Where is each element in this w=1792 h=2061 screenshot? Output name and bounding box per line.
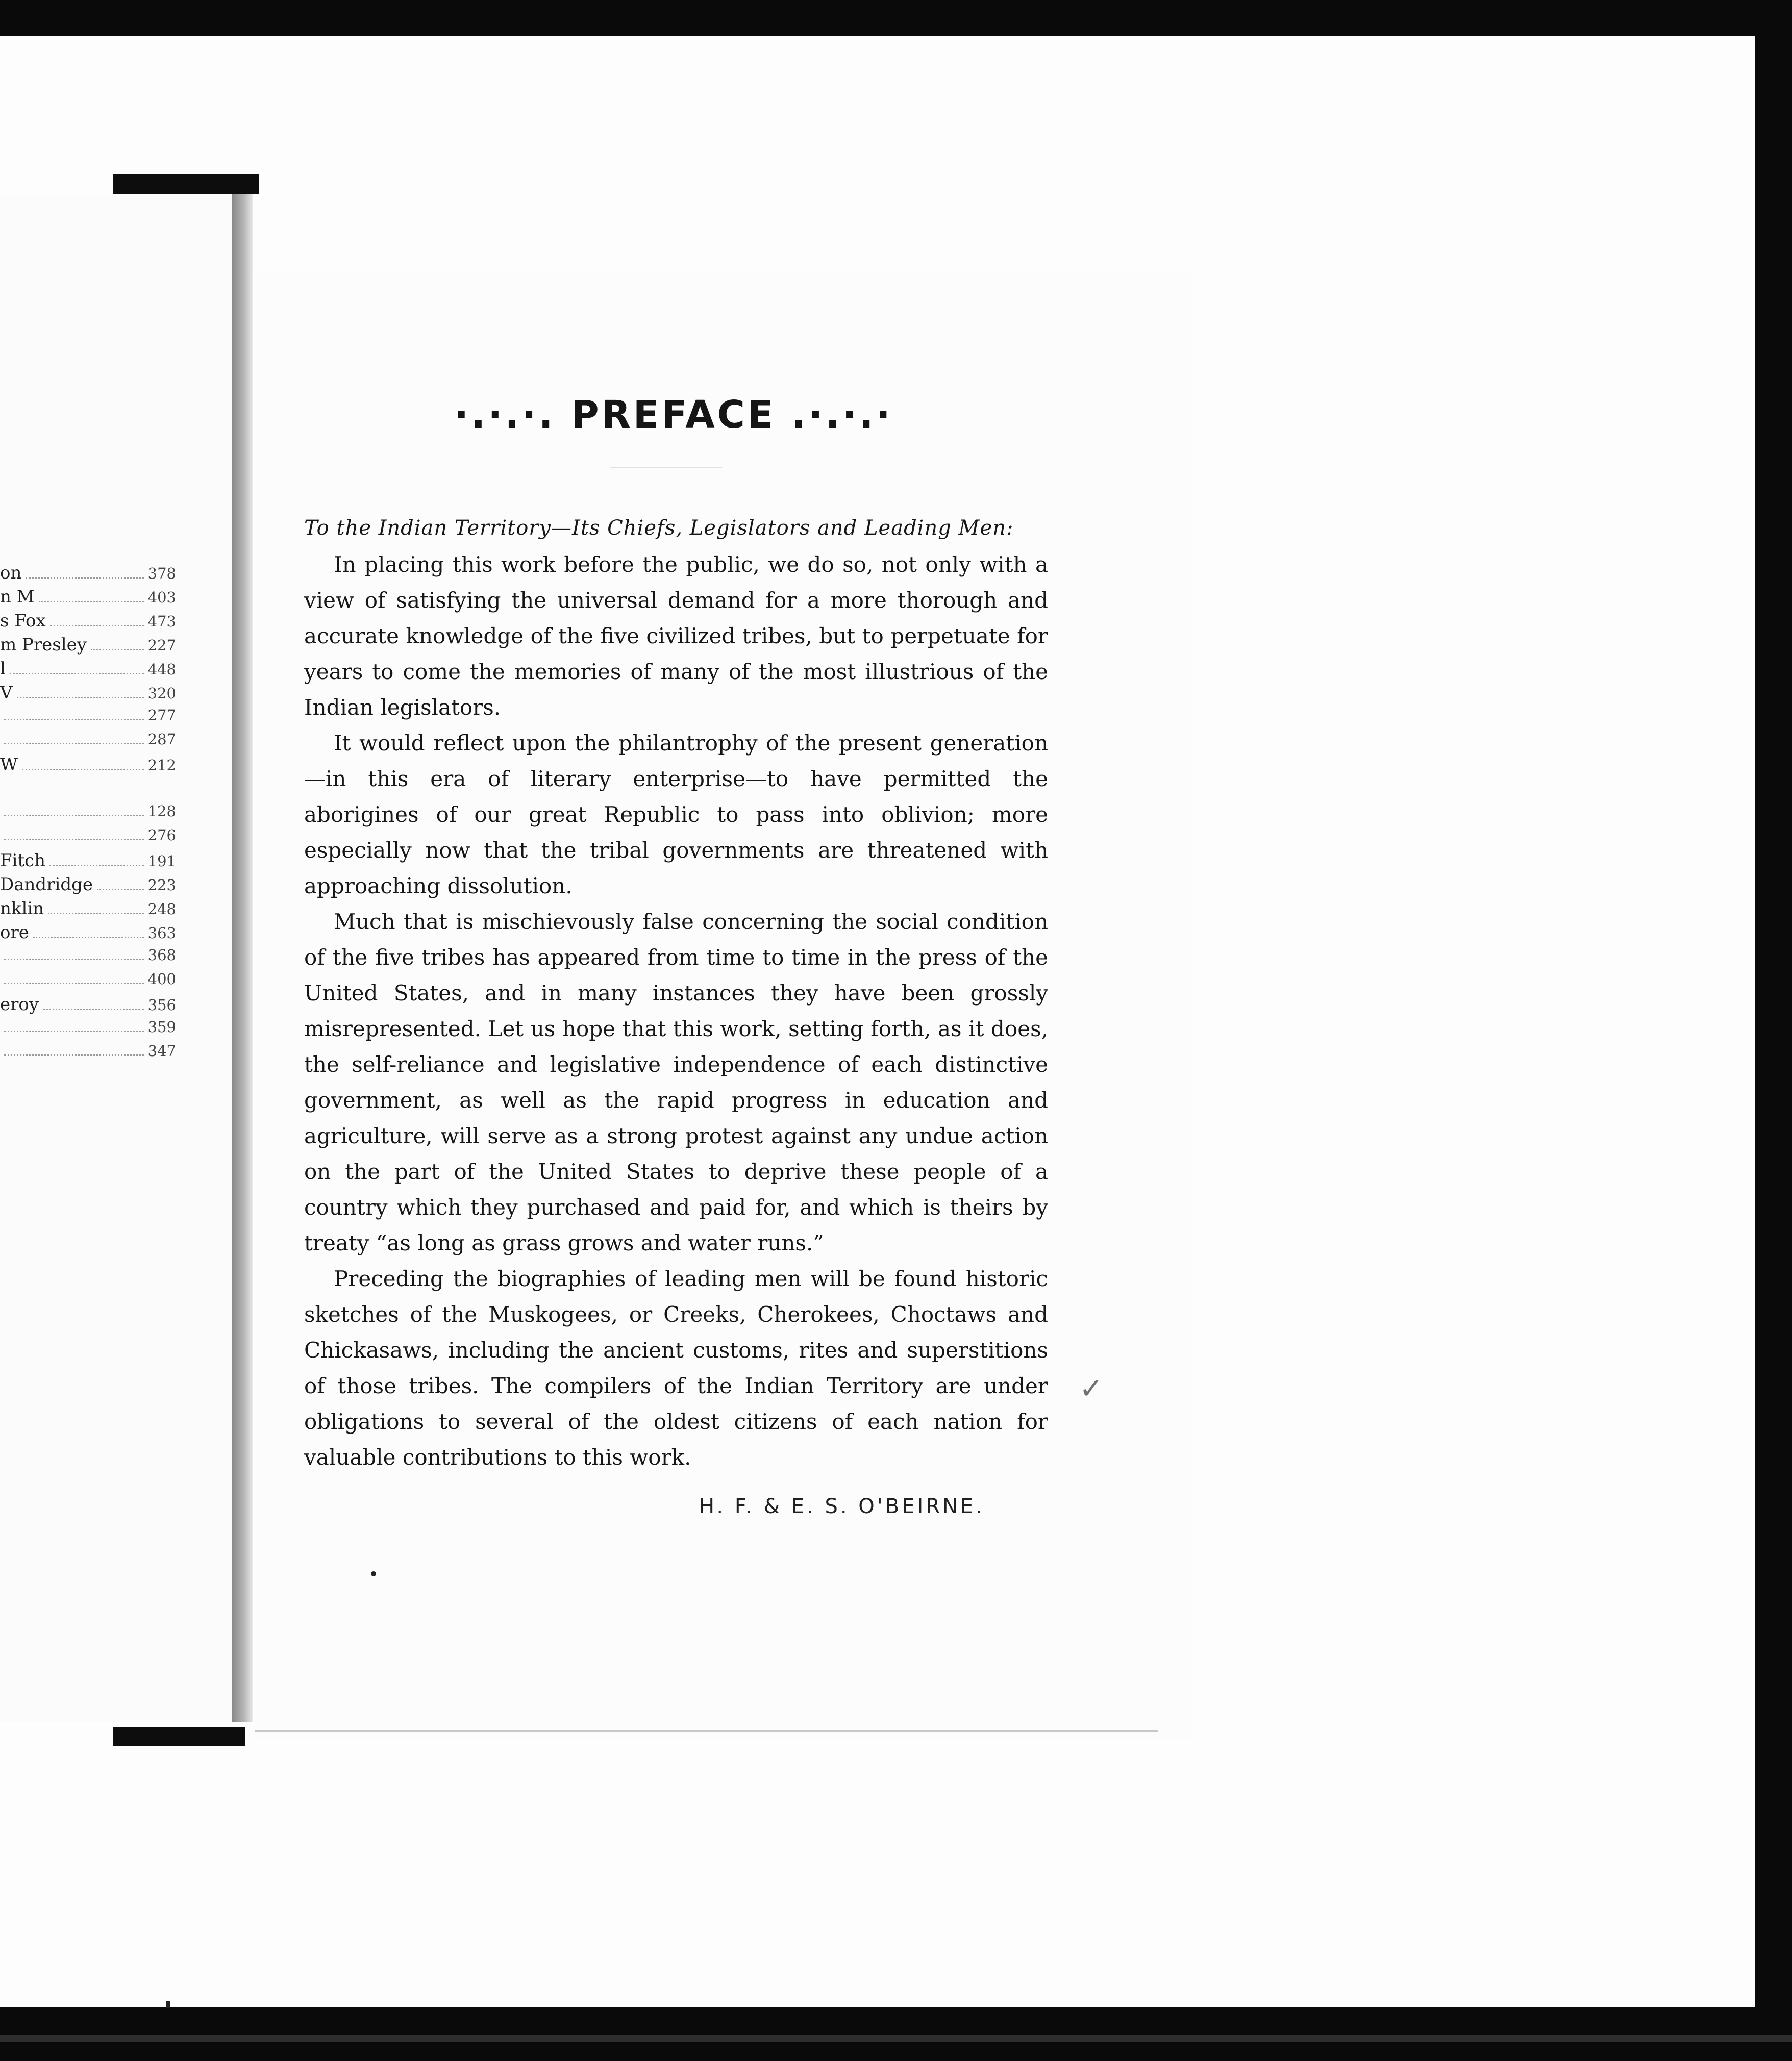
paragraph: It would reflect upon the philantrophy of the present generation—in this era of literary enterprise—to have permitted the aborigines of our great Republic to pass into oblivion; more especially now that the tribal governments are threatened with approaching dissolution. bbox=[304, 731, 1048, 898]
toc-leader bbox=[4, 959, 144, 960]
toc-leader bbox=[97, 889, 144, 890]
toc-entry: on 378 bbox=[0, 563, 176, 583]
toc-entry: 277 bbox=[0, 707, 176, 731]
toc-leader bbox=[4, 983, 144, 984]
toc-leader bbox=[26, 577, 143, 579]
toc-leader bbox=[91, 649, 144, 650]
toc-entry: Fitch 191 bbox=[0, 850, 176, 871]
scan-border-bottom-edge bbox=[0, 2035, 1792, 2042]
toc-entry: 400 bbox=[0, 970, 176, 994]
page-title: ·.·.·. PREFACE .·.·.· bbox=[454, 392, 893, 437]
ink-speck bbox=[166, 2001, 170, 2008]
page-clip-top bbox=[113, 174, 259, 194]
signature: H. F. & E. S. O'BEIRNE. bbox=[699, 1495, 985, 1518]
preface-body bbox=[304, 510, 1048, 1475]
scan-border-right bbox=[1755, 0, 1792, 2061]
page-clip-bottom bbox=[113, 1727, 245, 1746]
dedication: To the Indian Territory—Its Chiefs, Legislators and Leading Men: bbox=[304, 516, 1014, 540]
toc-entry: 368 bbox=[0, 946, 176, 970]
title-rule bbox=[610, 467, 722, 468]
checkmark-icon: ✓ bbox=[1079, 1372, 1103, 1405]
toc-leader bbox=[4, 719, 144, 720]
toc-leader bbox=[4, 1030, 144, 1032]
toc-entry: 359 bbox=[0, 1018, 176, 1042]
paragraph: In placing this work before the public, we do so, not only with a view of satisfying the universal demand for a more thorough and accurate knowledge of the five civilized tribes, but to perpetuate for years to come the memories of many of the most illustrious of the Indian legislators. bbox=[304, 552, 1048, 720]
toc-entry: n M 403 bbox=[0, 587, 176, 607]
toc-leader bbox=[4, 839, 144, 840]
table-of-contents-fragment bbox=[0, 563, 176, 1066]
toc-entry: 287 bbox=[0, 731, 176, 755]
toc-leader bbox=[33, 937, 144, 938]
book-spine-shadow bbox=[232, 194, 253, 1722]
scan-border-top bbox=[0, 0, 1792, 36]
toc-leader bbox=[17, 697, 144, 698]
scan-border-bottom bbox=[0, 2007, 1792, 2061]
toc-leader bbox=[48, 913, 143, 914]
toc-entry: V 320 bbox=[0, 683, 176, 703]
toc-entry: m Presley 227 bbox=[0, 635, 176, 655]
toc-leader bbox=[50, 625, 144, 626]
toc-leader bbox=[43, 1009, 144, 1010]
toc-leader bbox=[4, 1054, 144, 1056]
paragraph: Much that is mischievously false concerning the social condition of the five tribes has appeared from time to time in the press of the United States, and in many instances they have been grossly misrepresented. Let us hope that this work, setting forth, as it does, the self-reliance and legislative independence of each distinctive government, as well as the rapid progress in education and agriculture, will serve as a strong protest against any undue action on the part of the United States to deprive these people of a country which they purchased and paid for, and which is theirs by treaty “as long as grass grows and water runs.” bbox=[304, 909, 1048, 1255]
toc-entry: l 448 bbox=[0, 659, 176, 679]
toc-leader bbox=[4, 815, 144, 816]
toc-entry: 276 bbox=[0, 826, 176, 850]
toc-entry: s Fox 473 bbox=[0, 611, 176, 631]
page-bottom-edge bbox=[255, 1730, 1158, 1732]
toc-entry: Dandridge 223 bbox=[0, 874, 176, 895]
left-page-fragment bbox=[0, 196, 232, 1722]
toc-leader bbox=[39, 601, 144, 602]
toc-leader bbox=[22, 769, 144, 770]
ink-speck bbox=[371, 1571, 376, 1576]
toc-entry: ore 363 bbox=[0, 922, 176, 943]
toc-leader bbox=[49, 865, 144, 866]
toc-entry: 347 bbox=[0, 1042, 176, 1066]
toc-entry: 128 bbox=[0, 802, 176, 826]
toc-entry: W 212 bbox=[0, 755, 176, 775]
toc-leader bbox=[10, 673, 144, 674]
paragraph: Preceding the biographies of leading men will be found historic sketches of the Muskogees, or Creeks, Cherokees, Choctaws and Chickasaws, including the ancient customs, rites and superstitions of those tribes. The compilers of the Indian Territory are under obligations to several of the oldest citizens of each nation for valuable contributions to this work. bbox=[304, 1266, 1048, 1470]
toc-entry: nklin 248 bbox=[0, 898, 176, 919]
toc-entry: eroy 356 bbox=[0, 994, 176, 1015]
toc-leader bbox=[4, 743, 144, 744]
